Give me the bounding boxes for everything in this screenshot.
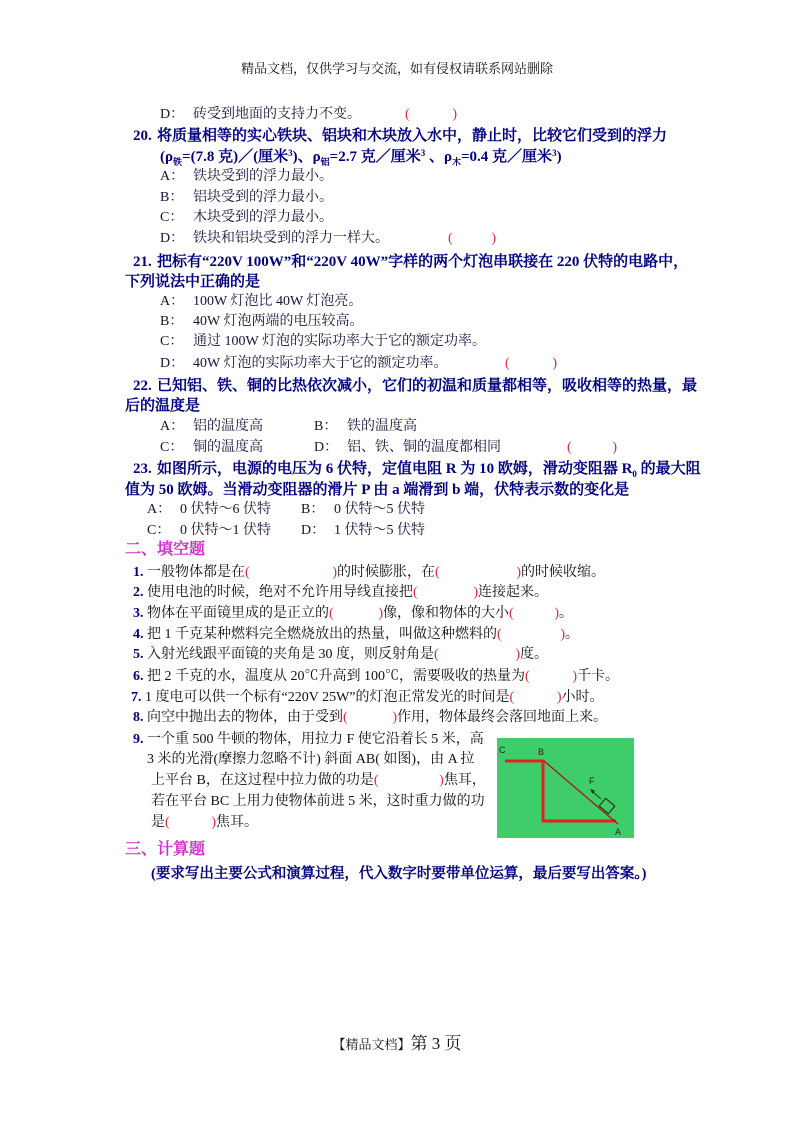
q23-option-b <box>301 500 425 520</box>
option-text: 木块受到的浮力最小。 <box>193 210 333 225</box>
option-text: 通过 100W 灯泡的实际功率大于它的额定功率。 <box>193 334 486 349</box>
blank-close-paren: ) <box>515 647 520 662</box>
q23-option-c <box>147 521 271 541</box>
question-text: 如图所示，电源的电压为 6 伏特，定值电阻 R 为 10 欧姆，滑动变阻器 R <box>157 461 633 477</box>
incline-figure <box>497 738 634 838</box>
q23-stem-cont <box>125 480 629 500</box>
density-subscript: 铝 <box>320 157 330 167</box>
item-text: 上平台 B，在这过程中拉力做的功是 <box>151 773 374 788</box>
answer-blank <box>448 229 496 249</box>
answer-blank <box>413 583 478 603</box>
option-label: D： <box>160 231 185 246</box>
blank-open-paren: ( <box>435 565 440 580</box>
option-label: D： <box>301 523 326 538</box>
q21-option-d <box>160 354 447 374</box>
q19-option-d <box>160 105 361 125</box>
blank-open-paren: ( <box>509 690 515 705</box>
fill-item-9 <box>133 730 484 750</box>
option-text: 40W 灯泡两端的电压较高。 <box>193 314 364 329</box>
label-a: A <box>615 827 622 837</box>
item-text: 。 <box>565 627 579 642</box>
answer-blank <box>435 563 521 583</box>
option-text: 铝的温度高 <box>193 419 263 434</box>
question-text: 后的温度是 <box>125 398 201 414</box>
blank-close-paren: ) <box>556 690 562 705</box>
blank-open-paren: ( <box>405 107 410 122</box>
blank-close-paren: ) <box>554 606 559 621</box>
q21-option-b <box>160 312 363 332</box>
option-text: 铝、铁、铜的温度都相同 <box>347 440 501 455</box>
question-text: 值为 50 欧姆。当滑动变阻器的滑片 P 由 a 端滑到 b 端，伏特表示数的变化是 <box>125 482 630 498</box>
answer-blank <box>510 688 562 708</box>
blank-open-paren: ( <box>509 606 514 621</box>
blank-open-paren: ( <box>413 585 418 600</box>
figure-background <box>497 738 634 838</box>
item-text: 把 2 千克的水，温度从 20℃升高到 100℃，需要吸收的热量为 <box>147 669 525 684</box>
blank-close-paren: ) <box>392 710 397 725</box>
option-label: C： <box>147 523 171 538</box>
option-label: C： <box>160 210 184 225</box>
item-text: 1 度电可以供一个标有“220V 25W”的灯泡正常发光的时间是 <box>145 690 510 705</box>
blank-close-paren: ) <box>473 585 478 600</box>
option-label: B： <box>314 419 338 434</box>
option-label: C： <box>160 334 184 349</box>
item-text: 。 <box>559 606 573 621</box>
page-footer <box>0 1033 794 1057</box>
density-subscript: 铁 <box>173 157 183 167</box>
density-subscript: 木 <box>451 157 461 167</box>
blank-close-paren: ) <box>211 815 216 830</box>
blank-open-paren: ( <box>448 231 453 246</box>
q21-option-a <box>160 292 362 312</box>
page-number: 第 3 页 <box>410 1034 462 1053</box>
q20-density-line <box>160 147 562 167</box>
answer-blank <box>165 813 216 833</box>
option-label: A： <box>160 419 185 434</box>
fill-item-8 <box>133 708 607 728</box>
density-text: )、ρ <box>292 149 321 165</box>
question-text: 把标有“220V 100W”和“220V 40W”字样的两个灯泡串联接在 220 伏特的电路中， <box>157 254 689 270</box>
item-text: 一个重 500 牛顿的物体，用拉力 F 使它沿着长 5 米，高 <box>147 732 484 747</box>
item-text: 的时候收缩。 <box>521 565 605 580</box>
fill-item-9-line-3 <box>151 771 486 791</box>
label-f: F <box>589 776 595 786</box>
incline-diagram <box>497 738 634 838</box>
resistor-subscript: 0 <box>632 469 637 479</box>
option-text: 0 伏特～5 伏特 <box>334 502 425 517</box>
q21-stem <box>133 252 688 272</box>
fill-item-6 <box>133 667 619 687</box>
option-text: 40W 灯泡的实际功率大于它的额定功率。 <box>193 356 448 371</box>
fill-item-7 <box>131 688 604 708</box>
answer-blank <box>405 105 457 125</box>
blank-open-paren: ( <box>165 815 170 830</box>
item-text: 把 1 千克某种燃料完全燃烧放出的热量，叫做这种燃料的 <box>147 627 497 642</box>
item-text: 连接起来。 <box>478 585 548 600</box>
item-text: 是 <box>151 815 165 830</box>
section-title-fill-in: 二、填空题 <box>125 541 206 558</box>
answer-blank <box>505 354 557 374</box>
density-text: (ρ <box>160 149 174 165</box>
question-text: 的最大阻 <box>636 461 701 477</box>
q21-stem-cont <box>125 272 260 292</box>
question-number: 21. <box>133 254 152 270</box>
blank-open-paren: ( <box>245 565 250 580</box>
item-text: 一般物体都是在 <box>147 565 245 580</box>
item-text: 物体在平面镜里成的是正立的 <box>147 606 329 621</box>
blank-close-paren: ) <box>491 231 496 246</box>
option-text: 0 伏特～6 伏特 <box>180 502 271 517</box>
q20-option-b <box>160 188 333 208</box>
blank-open-paren: ( <box>343 710 348 725</box>
q22-stem <box>133 376 697 396</box>
item-text: 作用，物体最终会落回地面上来。 <box>397 710 607 725</box>
option-label: D： <box>314 440 339 455</box>
option-text: 100W 灯泡比 40W 灯泡亮。 <box>193 294 363 309</box>
fill-item-3 <box>133 604 573 624</box>
doc-header-note: 精品文档，仅供学习与交流，如有侵权请联系网站删除 <box>240 62 553 77</box>
option-label: B： <box>160 314 184 329</box>
q22-stem-cont <box>125 396 200 416</box>
option-label: B： <box>301 502 325 517</box>
blank-open-paren: ( <box>434 647 439 662</box>
item-text: 入射光线跟平面镜的夹角是 30 度，则反射角是 <box>147 647 434 662</box>
question-text: 将质量相等的实心铁块、铝块和木块放入水中，静止时，比较它们受到的浮力 <box>157 128 668 144</box>
answer-blank <box>245 563 337 583</box>
fill-item-9-line-4 <box>151 792 485 812</box>
question-text: 已知铝、铁、铜的比热依次减小，它们的初温和质量都相等，吸收相等的热量，最 <box>157 378 698 394</box>
blank-open-paren: ( <box>567 440 572 455</box>
item-number: 6. <box>133 669 144 684</box>
q23-stem <box>133 459 701 479</box>
answer-blank <box>329 604 383 624</box>
item-number: 4. <box>133 627 144 642</box>
density-superscript: 3 <box>288 148 293 158</box>
q22-option-b <box>314 417 417 437</box>
answer-blank <box>509 604 559 624</box>
option-text: 0 伏特～1 伏特 <box>180 523 271 538</box>
q20-option-d <box>160 229 389 249</box>
answer-blank <box>497 625 565 645</box>
option-text: 铝块受到的浮力最小。 <box>193 190 333 205</box>
item-text: 像，像和物体的大小 <box>383 606 509 621</box>
item-number: 7. <box>131 690 142 705</box>
item-text: 若在平台 BC 上用力使物体前进 5 米，这时重力做的功 <box>151 794 485 809</box>
question-text: 下列说法中正确的是 <box>125 274 261 290</box>
blank-close-paren: ) <box>378 606 383 621</box>
item-text: 焦耳。 <box>216 815 258 830</box>
item-text: 度。 <box>520 647 548 662</box>
calculation-instructions: (要求写出主要公式和演算过程，代入数字时要带单位运算，最后要写出答案。) <box>151 866 647 882</box>
option-text: 铁块受到的浮力最小。 <box>193 169 333 184</box>
item-number: 9. <box>133 732 144 747</box>
item-text: 3 米的光滑(摩擦力忽略不计) 斜面 AB( 如图)，由 A 拉 <box>147 752 475 767</box>
item-number: 3. <box>133 606 144 621</box>
density-text: ) <box>556 149 562 165</box>
density-superscript: 3 <box>552 148 557 158</box>
density-superscript: 3 <box>420 148 426 158</box>
fill-item-5 <box>133 645 548 665</box>
option-label: D： <box>160 107 185 122</box>
fill-item-4 <box>133 625 579 645</box>
item-number: 1. <box>133 565 144 580</box>
blank-close-paren: ) <box>439 773 444 788</box>
blank-open-paren: ( <box>329 606 334 621</box>
answer-blank <box>434 645 520 665</box>
option-text: 铁的温度高 <box>347 419 417 434</box>
answer-blank <box>525 667 577 687</box>
option-label: C： <box>160 440 184 455</box>
label-c: C <box>499 745 506 755</box>
option-label: B： <box>160 190 184 205</box>
question-number: 20. <box>133 128 152 144</box>
q20-stem <box>133 126 667 146</box>
item-text: 向空中抛出去的物体，由于受到 <box>147 710 343 725</box>
option-label: D： <box>160 356 185 371</box>
option-label: A： <box>147 502 172 517</box>
fill-item-1 <box>133 563 605 583</box>
q22-option-a <box>160 417 263 437</box>
item-number: 5. <box>133 647 144 662</box>
section-title-calculation: 三、计算题 <box>125 841 206 858</box>
blank-close-paren: ) <box>332 565 337 580</box>
answer-blank <box>343 708 397 728</box>
blank-close-paren: ) <box>572 669 577 684</box>
option-label: A： <box>160 294 185 309</box>
q22-option-d <box>314 438 501 458</box>
density-text: 、ρ <box>425 149 452 165</box>
item-text: 千卡。 <box>577 669 619 684</box>
blank-close-paren: ) <box>516 565 521 580</box>
fill-item-2 <box>133 583 548 603</box>
blank-close-paren: ) <box>560 627 565 642</box>
question-number: 23. <box>133 461 152 477</box>
option-text: 铁块和铝块受到的浮力一样大。 <box>193 231 389 246</box>
q22-option-c <box>160 438 263 458</box>
blank-open-paren: ( <box>505 356 510 371</box>
option-text: 铜的温度高 <box>193 440 263 455</box>
label-b: B <box>538 747 545 757</box>
density-text: =0.4 克／厘米 <box>461 149 553 165</box>
blank-open-paren: ( <box>497 627 502 642</box>
item-text: 使用电池的时候，绝对不允许用导线直接把 <box>147 585 413 600</box>
answer-blank <box>374 771 444 791</box>
blank-open-paren: ( <box>373 773 379 788</box>
blank-open-paren: ( <box>525 669 530 684</box>
footer-brand: 【精品文档】 <box>332 1038 411 1053</box>
option-text: 1 伏特～5 伏特 <box>334 523 425 538</box>
density-text: =(7.8 克)／(厘米 <box>182 149 289 165</box>
option-text: 砖受到地面的支持力不变。 <box>193 107 361 122</box>
question-number: 22. <box>133 378 152 394</box>
fill-item-9-line-5 <box>151 813 258 833</box>
fill-item-9-line-2 <box>147 750 474 770</box>
blank-close-paren: ) <box>552 356 557 371</box>
item-number: 2. <box>133 585 144 600</box>
item-text: 小时。 <box>561 690 604 705</box>
q21-option-c <box>160 332 486 352</box>
blank-close-paren: ) <box>452 107 457 122</box>
q20-option-c <box>160 208 333 228</box>
q20-option-a <box>160 167 333 187</box>
item-text: 的时候膨胀，在 <box>337 565 435 580</box>
q23-option-d <box>301 521 425 541</box>
answer-blank <box>567 438 617 458</box>
item-text: 焦耳， <box>443 773 486 788</box>
option-label: A： <box>160 169 185 184</box>
blank-close-paren: ) <box>612 440 617 455</box>
q23-option-a <box>147 500 271 520</box>
density-text: =2.7 克／厘米 <box>329 149 421 165</box>
item-number: 8. <box>133 710 144 725</box>
